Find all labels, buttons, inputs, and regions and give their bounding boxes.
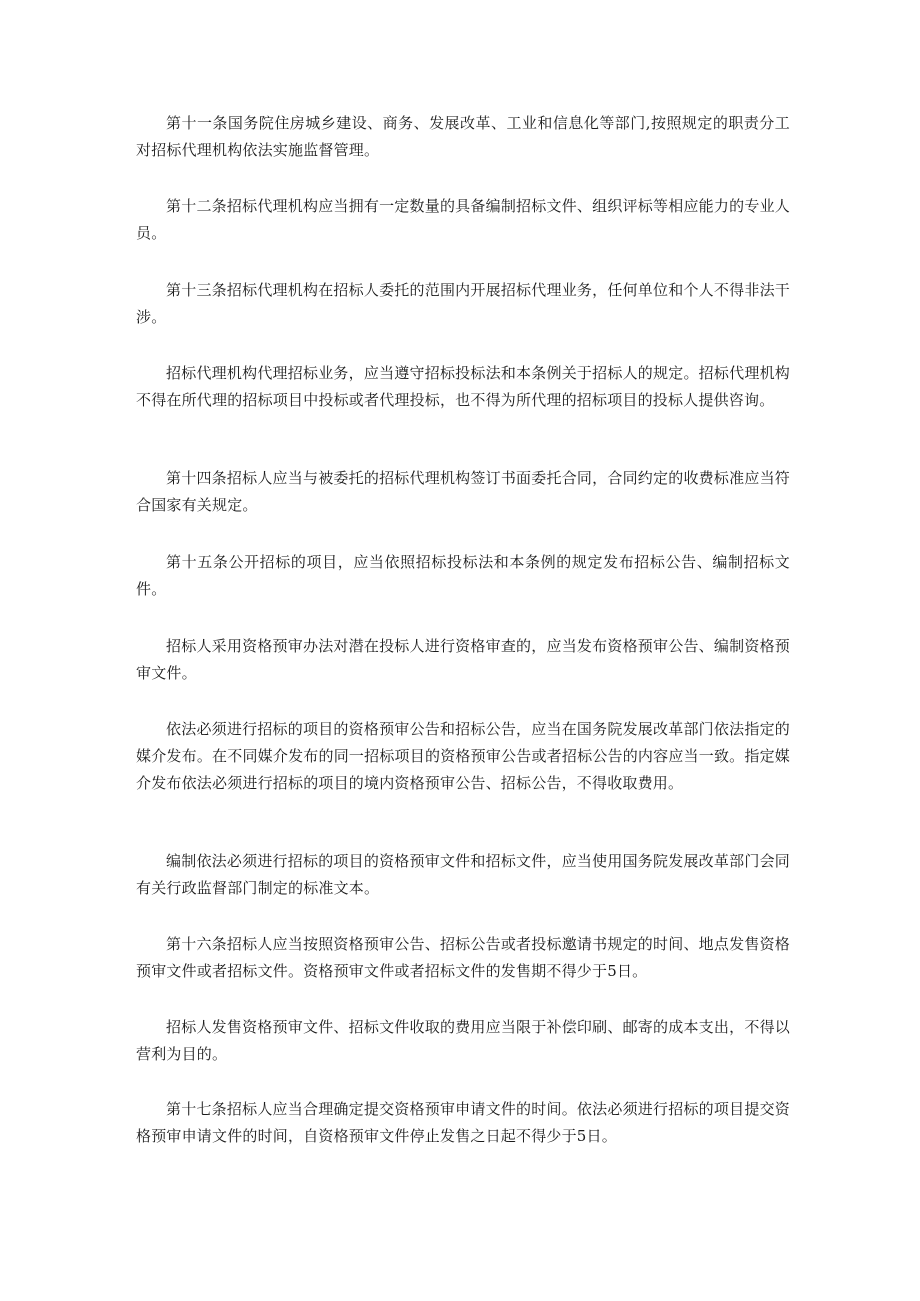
paragraph-article-15-standard-text: 编制依法必须进行招标的项目的资格预审文件和招标文件，应当使用国务院发展改革部门会同有关行政监督部门制定的标准文本。 xyxy=(136,852,790,897)
paragraph-article-16: 第十六条招标人应当按照资格预审公告、招标公告或者投标邀请书规定的时间、地点发售资格预审文件或者招标文件。资格预审文件或者招标文件的发售期不得少于5日。 xyxy=(136,935,790,980)
paragraph-article-17: 第十七条招标人应当合理确定提交资格预审申请文件的时间。依法必须进行招标的项目提交资格预审申请文件的时间，自资格预审文件停止发售之日起不得少于5日。 xyxy=(136,1100,790,1145)
paragraph-article-11: 第十一条国务院住房城乡建设、商务、发展改革、工业和信息化等部门,按照规定的职责分工对招标代理机构依法实施监督管理。 xyxy=(136,114,790,159)
paragraph-article-15-media: 依法必须进行招标的项目的资格预审公告和招标公告，应当在国务院发展改革部门依法指定的媒介发布。在不同媒介发布的同一招标项目的资格预审公告或者招标公告的内容应当一致。指定媒介发布依法必须进行招标的项目的境内资格预审公告、招标公告，不得收取费用。 xyxy=(136,720,790,792)
paragraph-article-14: 第十四条招标人应当与被委托的招标代理机构签订书面委托合同，合同约定的收费标准应当符合国家有关规定。 xyxy=(136,469,790,514)
paragraph-article-15-prequal: 招标人采用资格预审办法对潜在投标人进行资格审查的，应当发布资格预审公告、编制资格预审文件。 xyxy=(136,637,790,682)
paragraph-article-12: 第十二条招标代理机构应当拥有一定数量的具备编制招标文件、组织评标等相应能力的专业人员。 xyxy=(136,197,790,242)
paragraph-article-15: 第十五条公开招标的项目，应当依照招标投标法和本条例的规定发布招标公告、编制招标文件。 xyxy=(136,553,790,598)
paragraph-article-13-cont: 招标代理机构代理招标业务，应当遵守招标投标法和本条例关于招标人的规定。招标代理机构不得在所代理的招标项目中投标或者代理投标，也不得为所代理的招标项目的投标人提供咨询。 xyxy=(136,364,790,409)
paragraph-article-16-fees: 招标人发售资格预审文件、招标文件收取的费用应当限于补偿印刷、邮寄的成本支出，不得以营利为目的。 xyxy=(136,1018,790,1063)
paragraph-article-13: 第十三条招标代理机构在招标人委托的范围内开展招标代理业务，任何单位和个人不得非法干涉。 xyxy=(136,281,790,326)
